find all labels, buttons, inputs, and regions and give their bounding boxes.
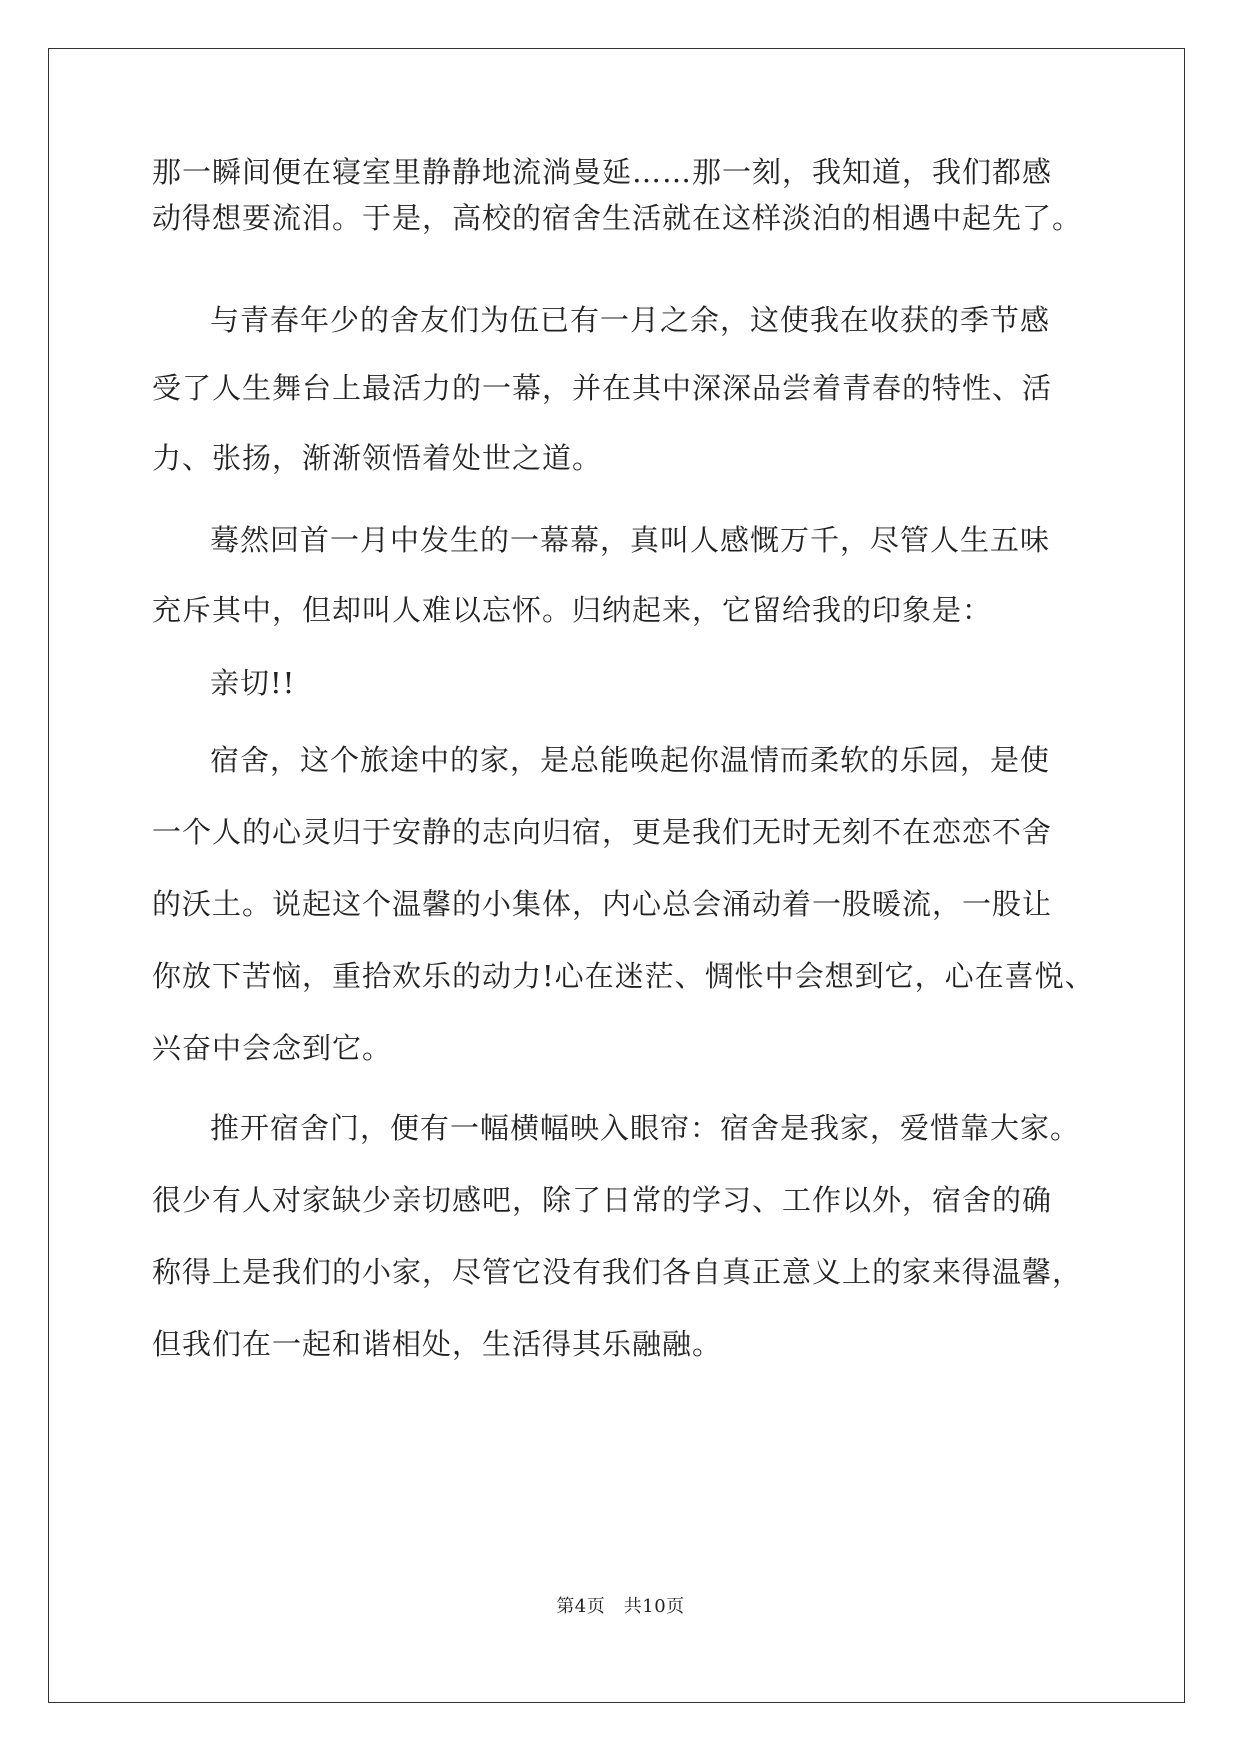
text-line: 充斥其中，但却叫人难以忘怀。归纳起来，它留给我的印象是： (152, 593, 993, 627)
text-line: 一个人的心灵归于安静的志向归宿，更是我们无时无刻不在恋恋不舍 (152, 815, 1053, 849)
text-line: 你放下苦恼，重拾欢乐的动力!心在迷茫、惆怅中会想到它，心在喜悦、 (152, 959, 1095, 993)
paragraph-start-line: 亲切!! (210, 666, 296, 700)
text-line: 很少有人对家缺少亲切感吧，除了日常的学习、工作以外，宿舍的确 (152, 1183, 1053, 1217)
text-line: 兴奋中会念到它。 (152, 1031, 393, 1065)
paragraph-start-line: 推开宿舍门，便有一幅横幅映入眼帘：宿舍是我家，爱惜靠大家。 (210, 1111, 1081, 1145)
paragraph-start-line: 与青春年少的舍友们为伍已有一月之余，这使我在收获的季节感 (210, 303, 1051, 337)
page-number-footer: 第4页 共10页 (556, 1596, 685, 1617)
text-line: 的沃土。说起这个温馨的小集体，内心总会涌动着一股暖流，一股让 (152, 887, 1053, 921)
page-border (48, 48, 1185, 1703)
text-line: 称得上是我们的小家，尽管它没有我们各自真正意义上的家来得温馨， (152, 1255, 1083, 1289)
text-line: 那一瞬间便在寝室里静静地流淌曼延……那一刻，我知道，我们都感 (152, 155, 1053, 189)
text-line: 但我们在一起和谐相处，生活得其乐融融。 (152, 1327, 723, 1361)
text-line: 动得想要流泪。于是，高校的宿舍生活就在这样淡泊的相遇中起先了。 (152, 201, 1083, 235)
text-line: 受了人生舞台上最活力的一幕，并在其中深深品尝着青春的特性、活 (152, 371, 1053, 405)
paragraph-start-line: 蓦然回首一月中发生的一幕幕，真叫人感慨万千，尽管人生五味 (210, 523, 1051, 557)
paragraph-start-line: 宿舍，这个旅途中的家，是总能唤起你温情而柔软的乐园，是使 (210, 743, 1051, 777)
text-line: 力、张扬，渐渐领悟着处世之道。 (152, 441, 603, 475)
